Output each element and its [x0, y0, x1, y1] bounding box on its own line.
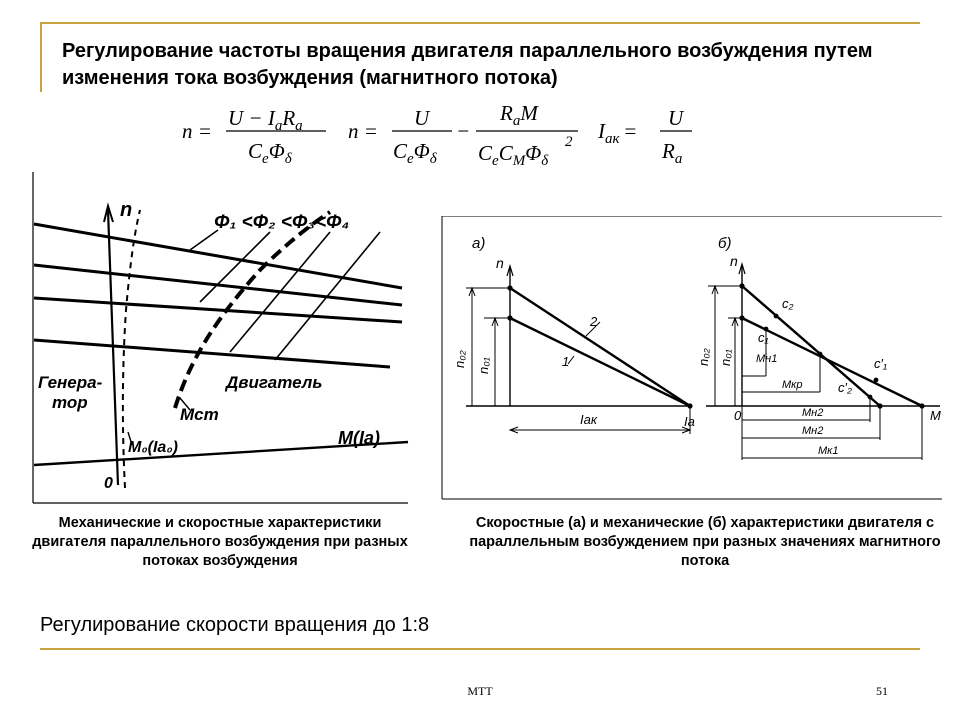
formula1-lhs: n =: [182, 119, 212, 143]
formula2-num2: $R_aM$: [500, 101, 538, 129]
panel-a-ia: Iа: [684, 414, 695, 429]
left-caption: Механические и скоростные характеристики двигателя параллельного возбуждения при разных потоках возбуждения: [32, 515, 408, 569]
left-axis-m: M(Iа): [338, 428, 380, 448]
left-flux-labels: Φ₁ <Φ₂ <Φ₃<Φ₄: [214, 212, 350, 233]
formula2-den2: $C_eC_M\Phi_\delta$: [478, 141, 549, 169]
footer-label: МТТ: [467, 684, 493, 698]
panel-b-m: M: [930, 408, 941, 423]
panel-b-c1: c₁: [758, 330, 769, 345]
left-figure-svg: [30, 170, 410, 505]
panel-b-c2: c₂: [782, 296, 794, 311]
panel-b-c2p: c′₂: [838, 380, 852, 395]
formula-short-circuit-current: [597, 106, 692, 167]
panel-a-n: n: [496, 255, 504, 271]
formula-speed-torque: [348, 101, 578, 169]
slide-title: Регулирование частоты вращения двигателя параллельного возбуждения путем изменения тока возбуждения (магнитного потока): [62, 40, 873, 89]
panel-b-mkr: Mкр: [782, 379, 803, 391]
panel-a-iak: Iак: [580, 412, 597, 427]
top-rule: [40, 22, 920, 24]
panel-a-n01: n₀₁: [476, 357, 491, 374]
left-mst-label: Mст: [180, 405, 219, 424]
left-rule: [40, 22, 42, 92]
formula3-lhs: $I_{ак}$ =: [598, 119, 637, 147]
formula2-num1: U: [414, 106, 430, 130]
panel-b-n01: n₀₁: [718, 349, 733, 366]
panel-a-line-2: 2: [590, 314, 598, 329]
formula2-minus: −: [456, 119, 471, 143]
left-origin: 0: [104, 475, 113, 492]
left-generator-label-1: Генера-: [38, 373, 103, 392]
panel-b-n02: n₀₂: [696, 348, 711, 366]
panel-a-line-1: 1: [562, 354, 570, 369]
left-axis-n: n: [120, 199, 133, 221]
formula2-den1: $C_e\Phi_\delta$: [393, 139, 437, 167]
panel-b-n: n: [730, 253, 738, 269]
right-caption: Скоростные (а) и механические (б) характеристики двигателя с параллельным возбуждением при разных значениях магнитного потока: [469, 515, 941, 569]
left-motor-label: Двигатель: [226, 373, 323, 392]
right-figure-svg: [440, 216, 945, 501]
panel-b-zero: 0: [734, 408, 742, 423]
formulas-svg: [180, 100, 720, 170]
panel-b-mn2-a: Mн2: [802, 407, 824, 419]
formula3-num: U: [668, 106, 684, 130]
panel-b-mn1: Mн1: [756, 353, 778, 365]
left-figure: [30, 170, 410, 505]
formula2-exponent: 2: [565, 134, 573, 150]
bottom-rule: [40, 648, 920, 650]
right-figure: [440, 216, 945, 501]
page-number: 51: [876, 684, 888, 698]
formula-speed-current: [182, 106, 326, 167]
panel-b-label: б): [718, 235, 732, 252]
left-m0-label: M₀(Iа₀): [128, 439, 178, 456]
formulas: [180, 100, 720, 175]
speed-range-text: Регулирование скорости вращения до 1:8: [40, 614, 430, 636]
formula2-lhs: n =: [348, 119, 378, 143]
left-generator-label-2: тор: [52, 393, 88, 412]
panel-b-c1p: c′₁: [874, 356, 888, 371]
panel-b-mk1: Mк1: [818, 445, 839, 457]
formula3-den: $R_a$: [662, 139, 683, 167]
panel-a-label: а): [472, 235, 486, 252]
formula1-numerator: $U - I_aR_a$: [228, 106, 303, 134]
formula1-denominator: $C_e\Phi_\delta$: [248, 139, 292, 167]
panel-a-n02: n₀₂: [452, 350, 467, 368]
panel-b-mn2-b: Mн2: [802, 425, 824, 437]
